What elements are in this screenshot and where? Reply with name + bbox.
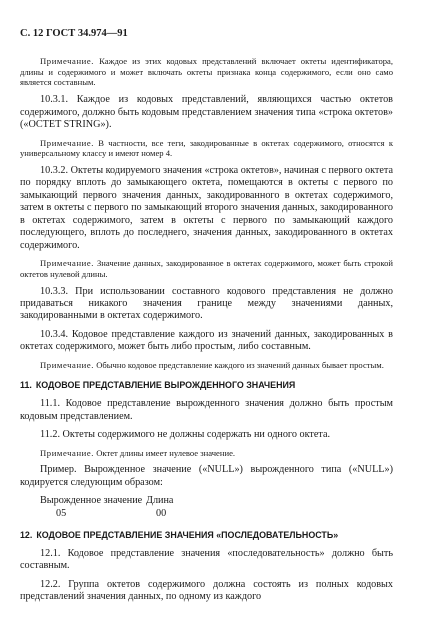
paragraph: 12.2. Группа октетов содержимого должна состоять из полных кодовых представлений значения данных, по одному из каждого — [20, 578, 393, 603]
note — [20, 258, 393, 279]
note-text: В частности, все теги, закодированные в октетах содержимого, относятся к универсальному классу и имеют номер 4. — [20, 137, 393, 159]
note-text: Каждое из этих кодовых представлений включает октеты идентификатора, длины и содержимого и может включать октеты признака конца содержимого, если оно само является составным. — [20, 56, 393, 88]
table-header-cell: Длина — [146, 495, 174, 507]
section-heading — [20, 530, 393, 540]
paragraph: 11.2. Октеты содержимого не должны содержать ни одного октета. — [40, 429, 331, 441]
paragraph: 10.3.3. При использовании составного кодового представления не должно придаваться никакого значения границе между значениями данных, закодированными в октетах содержимого. — [20, 285, 393, 322]
paragraph: Пример. Вырожденное значение («NULL») вырожденного типа («NULL») кодируется следующим образом: — [20, 464, 393, 488]
note — [20, 138, 393, 159]
section-heading — [20, 380, 393, 390]
page-header: С. 12 ГОСТ 34.974—91 — [20, 28, 128, 39]
table-cell: 00 — [156, 507, 167, 519]
table-cell: 05 — [56, 507, 67, 519]
table-header-cell: Вырожденное значение — [40, 495, 143, 507]
paragraph: 12.1. Кодовое представление значения «последовательность» должно быть составным. — [20, 547, 393, 572]
note-text: Обычно кодовое представление каждого из значений данных бывает простым. — [94, 359, 384, 370]
note-text: Октет длины имеет нулевое значение. — [94, 447, 236, 458]
document-body — [20, 56, 393, 610]
table-header-row — [20, 495, 393, 507]
note-label: Примечание. — [40, 56, 95, 66]
note-label: Примечание. — [40, 137, 95, 148]
paragraph: 10.3.1. Каждое из кодовых представлений, являющихся частью октетов содержимого, должно быть кодовым представлением значения типа «строка октетов» («OCTET STRING»). — [20, 94, 393, 131]
note-label: Примечание. — [40, 447, 95, 458]
section-title: КОДОВОЕ ПРЕДСТАВЛЕНИЕ ЗНАЧЕНИЯ «ПОСЛЕДОВАТЕЛЬНОСТЬ» — [36, 529, 339, 540]
note — [20, 360, 393, 371]
paragraph: 11.1. Кодовое представление вырожденного значения должно быть простым кодовым представлением. — [20, 398, 393, 422]
section-number: 11. — [20, 380, 32, 391]
paragraph: 10.3.2. Октеты кодируемого значения «строка октетов», начиная с первого октета по порядку вплоть до замыкающего октета, помещаются в октеты с первого по замыкающий первого значения данных, закодированного в октетах содержимого, затем в октеты с первого по замыкающий второго значения данных, закодированного в октетах содержимого, затем в октеты с первого по замыкающий каждого последующего, вплоть до последнего, значения данных, закодированного в октетах содержимого. — [20, 164, 393, 251]
example-table — [20, 495, 393, 519]
note-label: Примечание. — [40, 359, 95, 370]
note — [20, 56, 393, 88]
note-text: Значение данных, закодированное в октетах содержимого, может быть строкой октетов нулевой длины. — [20, 258, 393, 279]
paragraph: 10.3.4. Кодовое представление каждого из значений данных, закодированных в октетах содержимого, может быть либо простым, либо составным. — [20, 328, 393, 353]
section-number: 12. — [20, 529, 33, 540]
note — [20, 448, 393, 459]
table-row — [20, 508, 393, 520]
section-title: КОДОВОЕ ПРЕДСТАВЛЕНИЕ ВЫРОЖДЕННОГО ЗНАЧЕНИЯ — [35, 380, 296, 391]
note-label: Примечание. — [40, 258, 95, 269]
